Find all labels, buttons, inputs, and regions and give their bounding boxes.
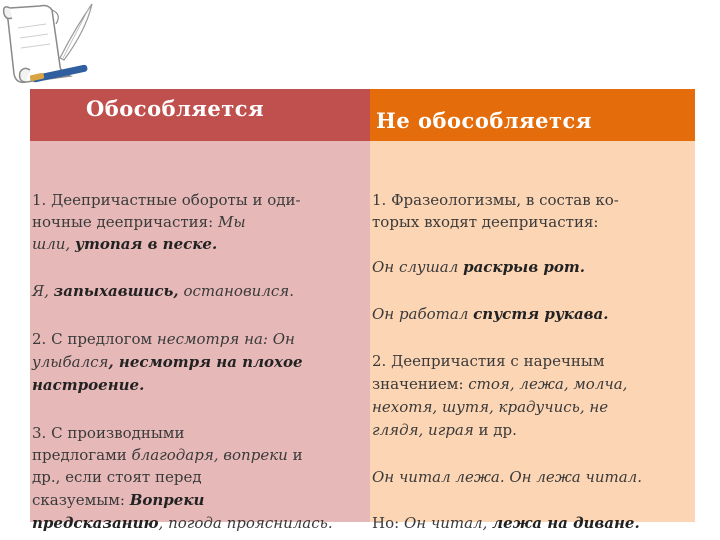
text-segment: остановился. xyxy=(178,282,294,300)
text-segment: настроение. xyxy=(32,376,145,394)
right-body xyxy=(370,141,695,532)
left-column xyxy=(30,89,370,532)
text-segment: ночные деепричастия: xyxy=(32,213,218,231)
left-text-line xyxy=(32,423,184,443)
text-segment: 3. С производными xyxy=(32,424,185,442)
text-segment: благодаря, вопреки xyxy=(131,446,288,464)
text-segment: глядя, играя xyxy=(372,421,474,439)
right-column xyxy=(370,89,695,532)
text-segment: 2. С предлогом xyxy=(32,330,157,348)
right-text-line xyxy=(372,420,517,440)
text-segment: шли, xyxy=(32,235,75,253)
left-text-line xyxy=(32,513,333,533)
text-segment: 1. Деепричастные обороты и оди- xyxy=(32,191,301,209)
text-segment: Он читал, xyxy=(403,514,493,532)
right-text-line xyxy=(372,351,605,371)
text-segment: сказуемым: xyxy=(32,491,130,509)
left-text-line xyxy=(32,281,294,301)
text-segment: утопая в песке. xyxy=(74,235,218,253)
left-header xyxy=(30,89,370,141)
left-header-title: Обособляется xyxy=(86,96,265,121)
text-segment: раскрыв рот. xyxy=(463,258,585,276)
left-text-line xyxy=(32,467,202,487)
left-text-line xyxy=(32,212,246,232)
right-text-line xyxy=(372,190,619,210)
text-segment: Он xyxy=(267,330,295,348)
text-segment: нехотя, шутя, xyxy=(372,398,499,416)
text-segment: спустя рукава. xyxy=(473,305,609,323)
right-text-line xyxy=(372,257,585,277)
text-segment: улыбался xyxy=(32,353,109,371)
text-segment: значением: xyxy=(372,375,469,393)
text-segment: лежа на диване. xyxy=(492,514,640,532)
text-segment: 2. Деепричастия с наречным xyxy=(372,352,605,370)
text-segment: Он читал лежа. Он лежа читал. xyxy=(372,468,642,486)
text-segment: Вопреки xyxy=(129,491,205,509)
scroll-quill-icon xyxy=(0,0,100,92)
right-text-line xyxy=(372,467,642,487)
right-text-line xyxy=(372,374,627,394)
text-segment: и др. xyxy=(473,421,517,439)
right-text-line xyxy=(372,513,640,533)
text-segment: , не xyxy=(579,398,609,416)
text-segment: , погода прояснилась. xyxy=(158,514,333,532)
right-text-line xyxy=(372,212,598,232)
left-text-line xyxy=(32,375,144,395)
text-segment: Он работал xyxy=(372,305,474,323)
left-text-line xyxy=(32,190,301,210)
text-segment: Мы xyxy=(217,213,246,231)
right-header-title: Не обособляется xyxy=(376,108,592,133)
text-segment: предсказанию xyxy=(32,514,159,532)
text-segment: несмотря на: xyxy=(156,330,268,348)
text-segment: торых входят деепричастия: xyxy=(372,213,599,231)
left-text-line xyxy=(32,352,303,372)
text-segment: , несмотря на плохое xyxy=(108,353,303,371)
left-text-line xyxy=(32,445,303,465)
left-text-line xyxy=(32,490,204,510)
text-segment: др., если стоят перед xyxy=(32,468,202,486)
comparison-table xyxy=(30,89,695,532)
left-text-line xyxy=(32,329,295,349)
text-segment: Я, xyxy=(32,282,54,300)
text-segment: крадучись xyxy=(498,398,580,416)
left-text-line xyxy=(32,234,217,254)
text-segment: Но: xyxy=(372,514,404,532)
right-text-line xyxy=(372,304,608,324)
text-segment: Он слушал xyxy=(372,258,464,276)
text-segment: 1. Фразеологизмы, в состав ко- xyxy=(372,191,619,209)
text-segment: запыхавшись, xyxy=(53,282,179,300)
right-text-line xyxy=(372,397,608,417)
text-segment: предлогами xyxy=(32,446,132,464)
left-body xyxy=(30,141,370,532)
right-header xyxy=(370,89,695,141)
text-segment: и xyxy=(287,446,303,464)
text-segment: стоя, лежа, молча, xyxy=(468,375,628,393)
